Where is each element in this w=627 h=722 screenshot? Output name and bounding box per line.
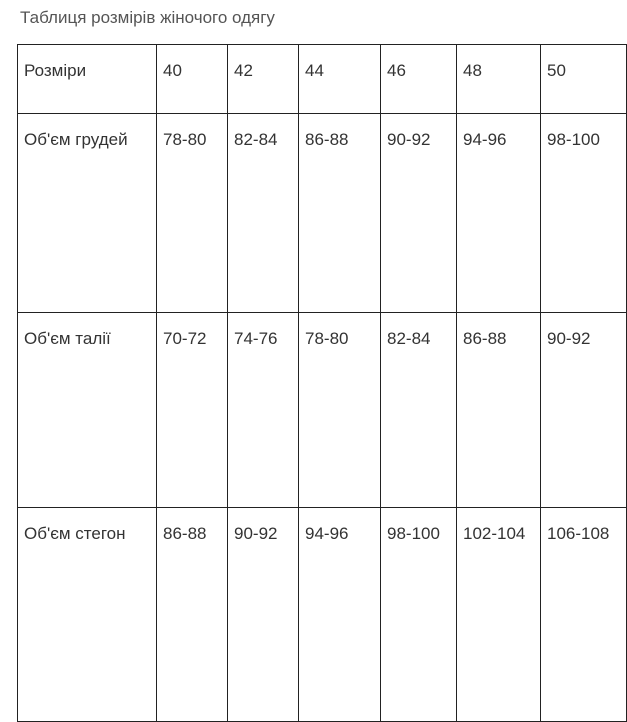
table-cell: 86-88 [157,508,228,722]
table-cell: 40 [157,45,228,114]
table-cell: 94-96 [299,508,381,722]
table-cell: 90-92 [381,114,457,313]
table-cell: 78-80 [157,114,228,313]
table-cell: 102-104 [457,508,541,722]
table-cell: 86-88 [299,114,381,313]
table-cell: 50 [541,45,627,114]
row-label: Об'єм стегон [18,508,157,722]
table-row-hips [18,508,627,722]
table-cell: 42 [228,45,299,114]
table-cell: 48 [457,45,541,114]
row-label: Розміри [18,45,157,114]
table-cell: 44 [299,45,381,114]
size-table [17,44,627,722]
table-cell: 106-108 [541,508,627,722]
table-cell: 86-88 [457,313,541,508]
table-cell: 82-84 [228,114,299,313]
table-cell: 70-72 [157,313,228,508]
table-cell: 74-76 [228,313,299,508]
table-caption: Таблиця розмірів жіночого одягу [20,8,275,27]
table-cell: 82-84 [381,313,457,508]
row-label: Об'єм грудей [18,114,157,313]
table-cell: 94-96 [457,114,541,313]
table-cell: 90-92 [541,313,627,508]
table-row-sizes [18,45,627,114]
table-cell: 98-100 [381,508,457,722]
table-cell: 78-80 [299,313,381,508]
table-cell: 98-100 [541,114,627,313]
row-label: Об'єм талії [18,313,157,508]
table-row-bust [18,114,627,313]
table-row-waist [18,313,627,508]
table-cell: 90-92 [228,508,299,722]
table-cell: 46 [381,45,457,114]
